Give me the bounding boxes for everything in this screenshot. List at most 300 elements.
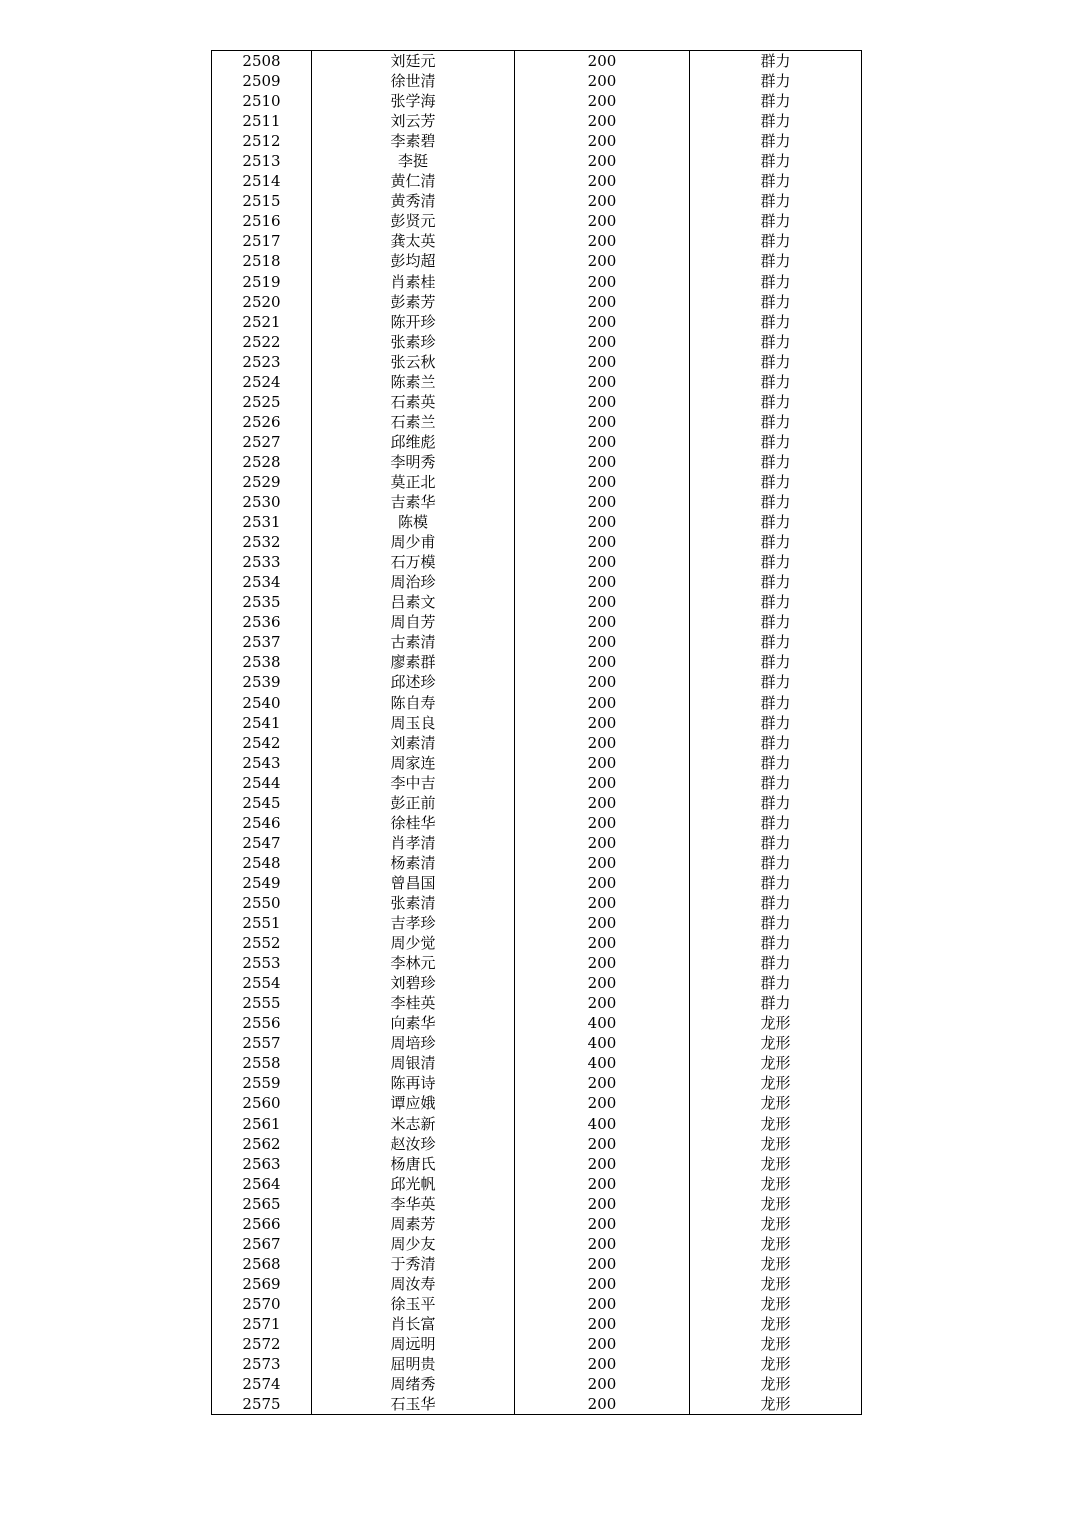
cell-name: 陈自寿	[312, 693, 515, 713]
cell-name: 邱光帆	[312, 1174, 515, 1194]
cell-village: 群力	[690, 372, 862, 392]
cell-amount: 200	[515, 572, 690, 592]
cell-name: 张素清	[312, 893, 515, 913]
cell-village: 群力	[690, 71, 862, 91]
cell-village: 群力	[690, 332, 862, 352]
cell-number: 2565	[212, 1194, 312, 1214]
cell-number: 2528	[212, 452, 312, 472]
cell-village: 群力	[690, 412, 862, 432]
cell-name: 周远明	[312, 1334, 515, 1354]
cell-number: 2520	[212, 292, 312, 312]
cell-name: 周玉良	[312, 713, 515, 733]
cell-number: 2521	[212, 312, 312, 332]
cell-name: 张云秋	[312, 352, 515, 372]
table-row	[212, 1294, 862, 1314]
cell-name: 周家连	[312, 753, 515, 773]
table-row	[212, 612, 862, 632]
cell-village: 龙形	[690, 1234, 862, 1254]
cell-number: 2557	[212, 1033, 312, 1053]
cell-village: 群力	[690, 773, 862, 793]
table-row	[212, 111, 862, 131]
cell-village: 群力	[690, 392, 862, 412]
cell-amount: 200	[515, 1234, 690, 1254]
cell-number: 2570	[212, 1294, 312, 1314]
cell-village: 群力	[690, 191, 862, 211]
cell-number: 2526	[212, 412, 312, 432]
cell-number: 2560	[212, 1093, 312, 1113]
table-row	[212, 1053, 862, 1073]
table-row	[212, 1113, 862, 1133]
cell-number: 2548	[212, 853, 312, 873]
cell-amount: 200	[515, 1134, 690, 1154]
cell-number: 2542	[212, 733, 312, 753]
cell-amount: 200	[515, 592, 690, 612]
table-row	[212, 1394, 862, 1415]
table-row	[212, 1374, 862, 1394]
cell-name: 吉素华	[312, 492, 515, 512]
table-row	[212, 272, 862, 292]
cell-village: 群力	[690, 793, 862, 813]
cell-number: 2512	[212, 131, 312, 151]
cell-name: 张学海	[312, 91, 515, 111]
cell-name: 刘素清	[312, 733, 515, 753]
cell-number: 2539	[212, 672, 312, 692]
cell-number: 2517	[212, 231, 312, 251]
cell-amount: 200	[515, 793, 690, 813]
cell-amount: 200	[515, 272, 690, 292]
cell-village: 群力	[690, 913, 862, 933]
cell-number: 2529	[212, 472, 312, 492]
cell-number: 2511	[212, 111, 312, 131]
cell-name: 刘廷元	[312, 51, 515, 72]
cell-village: 群力	[690, 713, 862, 733]
table-row	[212, 572, 862, 592]
cell-village: 龙形	[690, 1354, 862, 1374]
cell-village: 群力	[690, 632, 862, 652]
cell-village: 群力	[690, 552, 862, 572]
cell-amount: 200	[515, 1254, 690, 1274]
cell-number: 2555	[212, 993, 312, 1013]
cell-name: 李桂英	[312, 993, 515, 1013]
cell-name: 陈模	[312, 512, 515, 532]
cell-amount: 200	[515, 853, 690, 873]
cell-name: 周少甫	[312, 532, 515, 552]
table-row	[212, 1354, 862, 1374]
cell-amount: 200	[515, 1073, 690, 1093]
cell-amount: 200	[515, 652, 690, 672]
cell-amount: 200	[515, 913, 690, 933]
cell-village: 群力	[690, 251, 862, 271]
table-row	[212, 151, 862, 171]
table-row	[212, 452, 862, 472]
cell-name: 杨素清	[312, 853, 515, 873]
cell-number: 2554	[212, 973, 312, 993]
cell-number: 2527	[212, 432, 312, 452]
table-row	[212, 1013, 862, 1033]
cell-number: 2544	[212, 773, 312, 793]
table-row	[212, 733, 862, 753]
cell-amount: 200	[515, 512, 690, 532]
table-row	[212, 753, 862, 773]
cell-number: 2571	[212, 1314, 312, 1334]
cell-number: 2569	[212, 1274, 312, 1294]
table-row	[212, 1154, 862, 1174]
table-row	[212, 171, 862, 191]
cell-number: 2523	[212, 352, 312, 372]
cell-amount: 200	[515, 813, 690, 833]
cell-village: 龙形	[690, 1214, 862, 1234]
cell-amount: 200	[515, 1274, 690, 1294]
cell-amount: 200	[515, 1214, 690, 1234]
cell-village: 龙形	[690, 1254, 862, 1274]
cell-name: 石玉华	[312, 1394, 515, 1415]
table-row	[212, 472, 862, 492]
cell-amount: 200	[515, 412, 690, 432]
cell-number: 2538	[212, 652, 312, 672]
cell-name: 李中吉	[312, 773, 515, 793]
cell-name: 周治珍	[312, 572, 515, 592]
cell-amount: 200	[515, 713, 690, 733]
cell-number: 2515	[212, 191, 312, 211]
table-row	[212, 231, 862, 251]
cell-number: 2550	[212, 893, 312, 913]
table-row	[212, 1174, 862, 1194]
cell-number: 2551	[212, 913, 312, 933]
cell-village: 群力	[690, 693, 862, 713]
cell-village: 群力	[690, 171, 862, 191]
cell-village: 龙形	[690, 1194, 862, 1214]
table-row	[212, 352, 862, 372]
cell-village: 群力	[690, 51, 862, 72]
cell-village: 群力	[690, 572, 862, 592]
cell-village: 群力	[690, 512, 862, 532]
table-row	[212, 332, 862, 352]
cell-amount: 200	[515, 833, 690, 853]
cell-village: 群力	[690, 652, 862, 672]
cell-amount: 200	[515, 1374, 690, 1394]
cell-number: 2533	[212, 552, 312, 572]
cell-name: 米志新	[312, 1113, 515, 1133]
cell-amount: 200	[515, 332, 690, 352]
table-row	[212, 412, 862, 432]
cell-village: 群力	[690, 753, 862, 773]
cell-village: 龙形	[690, 1053, 862, 1073]
table-row	[212, 91, 862, 111]
cell-amount: 200	[515, 251, 690, 271]
data-table	[211, 50, 862, 1415]
table-row	[212, 1254, 862, 1274]
cell-name: 于秀清	[312, 1254, 515, 1274]
cell-name: 周培珍	[312, 1033, 515, 1053]
cell-amount: 200	[515, 492, 690, 512]
cell-village: 群力	[690, 993, 862, 1013]
cell-amount: 200	[515, 231, 690, 251]
cell-name: 周银清	[312, 1053, 515, 1073]
table-row	[212, 1033, 862, 1053]
cell-name: 陈素兰	[312, 372, 515, 392]
cell-name: 徐桂华	[312, 813, 515, 833]
table-row	[212, 532, 862, 552]
cell-number: 2534	[212, 572, 312, 592]
cell-village: 龙形	[690, 1294, 862, 1314]
cell-village: 群力	[690, 973, 862, 993]
cell-name: 肖孝清	[312, 833, 515, 853]
cell-amount: 200	[515, 71, 690, 91]
cell-number: 2567	[212, 1234, 312, 1254]
table-row	[212, 1314, 862, 1334]
table-row	[212, 953, 862, 973]
cell-name: 黄仁清	[312, 171, 515, 191]
table-row	[212, 973, 862, 993]
cell-number: 2566	[212, 1214, 312, 1234]
cell-amount: 200	[515, 292, 690, 312]
cell-name: 石素兰	[312, 412, 515, 432]
cell-village: 群力	[690, 492, 862, 512]
table-row	[212, 913, 862, 933]
cell-village: 群力	[690, 532, 862, 552]
cell-name: 徐世清	[312, 71, 515, 91]
cell-village: 群力	[690, 893, 862, 913]
cell-number: 2508	[212, 51, 312, 72]
cell-name: 邱维彪	[312, 432, 515, 452]
cell-name: 屈明贵	[312, 1354, 515, 1374]
cell-name: 周绪秀	[312, 1374, 515, 1394]
cell-amount: 200	[515, 1294, 690, 1314]
table-row	[212, 993, 862, 1013]
cell-number: 2543	[212, 753, 312, 773]
cell-name: 彭素芳	[312, 292, 515, 312]
cell-amount: 200	[515, 753, 690, 773]
cell-amount: 200	[515, 873, 690, 893]
cell-name: 徐玉平	[312, 1294, 515, 1314]
cell-amount: 200	[515, 392, 690, 412]
cell-number: 2573	[212, 1354, 312, 1374]
cell-number: 2509	[212, 71, 312, 91]
cell-name: 陈再诗	[312, 1073, 515, 1093]
cell-village: 群力	[690, 733, 862, 753]
table-row	[212, 292, 862, 312]
cell-number: 2524	[212, 372, 312, 392]
spreadsheet-page	[211, 50, 861, 1415]
cell-amount: 200	[515, 1334, 690, 1354]
cell-village: 群力	[690, 151, 862, 171]
cell-name: 刘云芳	[312, 111, 515, 131]
cell-number: 2513	[212, 151, 312, 171]
table-row	[212, 873, 862, 893]
cell-amount: 200	[515, 372, 690, 392]
cell-amount: 200	[515, 693, 690, 713]
cell-village: 群力	[690, 813, 862, 833]
cell-number: 2562	[212, 1134, 312, 1154]
cell-number: 2540	[212, 693, 312, 713]
cell-amount: 200	[515, 131, 690, 151]
table-row	[212, 312, 862, 332]
cell-amount: 200	[515, 953, 690, 973]
cell-number: 2545	[212, 793, 312, 813]
cell-village: 群力	[690, 953, 862, 973]
cell-village: 群力	[690, 452, 862, 472]
cell-amount: 200	[515, 352, 690, 372]
table-row	[212, 492, 862, 512]
cell-amount: 200	[515, 1354, 690, 1374]
cell-number: 2510	[212, 91, 312, 111]
table-row	[212, 51, 862, 72]
cell-number: 2568	[212, 1254, 312, 1274]
cell-name: 石素英	[312, 392, 515, 412]
cell-village: 群力	[690, 352, 862, 372]
cell-village: 群力	[690, 432, 862, 452]
cell-number: 2561	[212, 1113, 312, 1133]
table-row	[212, 191, 862, 211]
cell-amount: 400	[515, 1013, 690, 1033]
table-row	[212, 833, 862, 853]
cell-amount: 200	[515, 1093, 690, 1113]
table-row	[212, 211, 862, 231]
cell-village: 群力	[690, 111, 862, 131]
cell-amount: 200	[515, 552, 690, 572]
cell-number: 2547	[212, 833, 312, 853]
table-row	[212, 893, 862, 913]
cell-amount: 200	[515, 111, 690, 131]
table-row	[212, 372, 862, 392]
cell-village: 龙形	[690, 1314, 862, 1334]
cell-number: 2575	[212, 1394, 312, 1415]
cell-number: 2530	[212, 492, 312, 512]
table-row	[212, 1334, 862, 1354]
cell-name: 莫正北	[312, 472, 515, 492]
cell-number: 2558	[212, 1053, 312, 1073]
cell-name: 张素珍	[312, 332, 515, 352]
table-row	[212, 713, 862, 733]
cell-name: 彭贤元	[312, 211, 515, 231]
cell-name: 曾昌国	[312, 873, 515, 893]
cell-name: 刘碧珍	[312, 973, 515, 993]
cell-number: 2522	[212, 332, 312, 352]
cell-number: 2556	[212, 1013, 312, 1033]
cell-village: 龙形	[690, 1334, 862, 1354]
cell-amount: 400	[515, 1053, 690, 1073]
cell-number: 2537	[212, 632, 312, 652]
cell-amount: 400	[515, 1113, 690, 1133]
table-row	[212, 793, 862, 813]
cell-village: 龙形	[690, 1033, 862, 1053]
table-row	[212, 1134, 862, 1154]
cell-name: 邱述珍	[312, 672, 515, 692]
cell-name: 周少觉	[312, 933, 515, 953]
cell-village: 群力	[690, 672, 862, 692]
cell-number: 2553	[212, 953, 312, 973]
cell-village: 群力	[690, 592, 862, 612]
cell-name: 李华英	[312, 1194, 515, 1214]
table-row	[212, 933, 862, 953]
cell-village: 群力	[690, 873, 862, 893]
cell-amount: 200	[515, 151, 690, 171]
cell-number: 2518	[212, 251, 312, 271]
cell-amount: 200	[515, 993, 690, 1013]
cell-village: 龙形	[690, 1374, 862, 1394]
cell-number: 2564	[212, 1174, 312, 1194]
cell-village: 龙形	[690, 1174, 862, 1194]
table-row	[212, 1073, 862, 1093]
cell-village: 群力	[690, 211, 862, 231]
table-row	[212, 512, 862, 532]
table-row	[212, 632, 862, 652]
cell-village: 群力	[690, 833, 862, 853]
table-row	[212, 773, 862, 793]
cell-name: 杨唐氏	[312, 1154, 515, 1174]
cell-name: 谭应娥	[312, 1093, 515, 1113]
table-row	[212, 652, 862, 672]
cell-amount: 200	[515, 773, 690, 793]
cell-number: 2559	[212, 1073, 312, 1093]
cell-amount: 200	[515, 1174, 690, 1194]
cell-amount: 200	[515, 672, 690, 692]
cell-village: 群力	[690, 472, 862, 492]
cell-amount: 200	[515, 312, 690, 332]
table-row	[212, 1214, 862, 1234]
cell-village: 龙形	[690, 1093, 862, 1113]
cell-name: 李素碧	[312, 131, 515, 151]
cell-amount: 200	[515, 933, 690, 953]
cell-amount: 200	[515, 191, 690, 211]
cell-name: 陈开珍	[312, 312, 515, 332]
cell-name: 周自芳	[312, 612, 515, 632]
cell-amount: 200	[515, 1314, 690, 1334]
cell-number: 2563	[212, 1154, 312, 1174]
cell-number: 2519	[212, 272, 312, 292]
cell-village: 群力	[690, 131, 862, 151]
table-row	[212, 392, 862, 412]
table-row	[212, 853, 862, 873]
cell-amount: 200	[515, 733, 690, 753]
cell-village: 群力	[690, 272, 862, 292]
cell-amount: 200	[515, 51, 690, 72]
cell-number: 2535	[212, 592, 312, 612]
cell-number: 2516	[212, 211, 312, 231]
table-row	[212, 1093, 862, 1113]
cell-amount: 200	[515, 452, 690, 472]
cell-amount: 400	[515, 1033, 690, 1053]
cell-village: 群力	[690, 312, 862, 332]
cell-village: 龙形	[690, 1134, 862, 1154]
cell-name: 吉孝珍	[312, 913, 515, 933]
cell-amount: 200	[515, 1154, 690, 1174]
table-row	[212, 592, 862, 612]
table-row	[212, 251, 862, 271]
table-row	[212, 672, 862, 692]
cell-name: 李明秀	[312, 452, 515, 472]
cell-name: 石万模	[312, 552, 515, 572]
table-row	[212, 813, 862, 833]
cell-amount: 200	[515, 532, 690, 552]
cell-village: 龙形	[690, 1013, 862, 1033]
cell-amount: 200	[515, 91, 690, 111]
table-row	[212, 1274, 862, 1294]
cell-village: 龙形	[690, 1073, 862, 1093]
cell-amount: 200	[515, 432, 690, 452]
cell-number: 2536	[212, 612, 312, 632]
cell-village: 龙形	[690, 1113, 862, 1133]
cell-number: 2549	[212, 873, 312, 893]
cell-village: 龙形	[690, 1394, 862, 1415]
table-row	[212, 693, 862, 713]
cell-village: 龙形	[690, 1274, 862, 1294]
cell-name: 肖素桂	[312, 272, 515, 292]
table-row	[212, 131, 862, 151]
table-row	[212, 1194, 862, 1214]
cell-number: 2574	[212, 1374, 312, 1394]
table-row	[212, 432, 862, 452]
